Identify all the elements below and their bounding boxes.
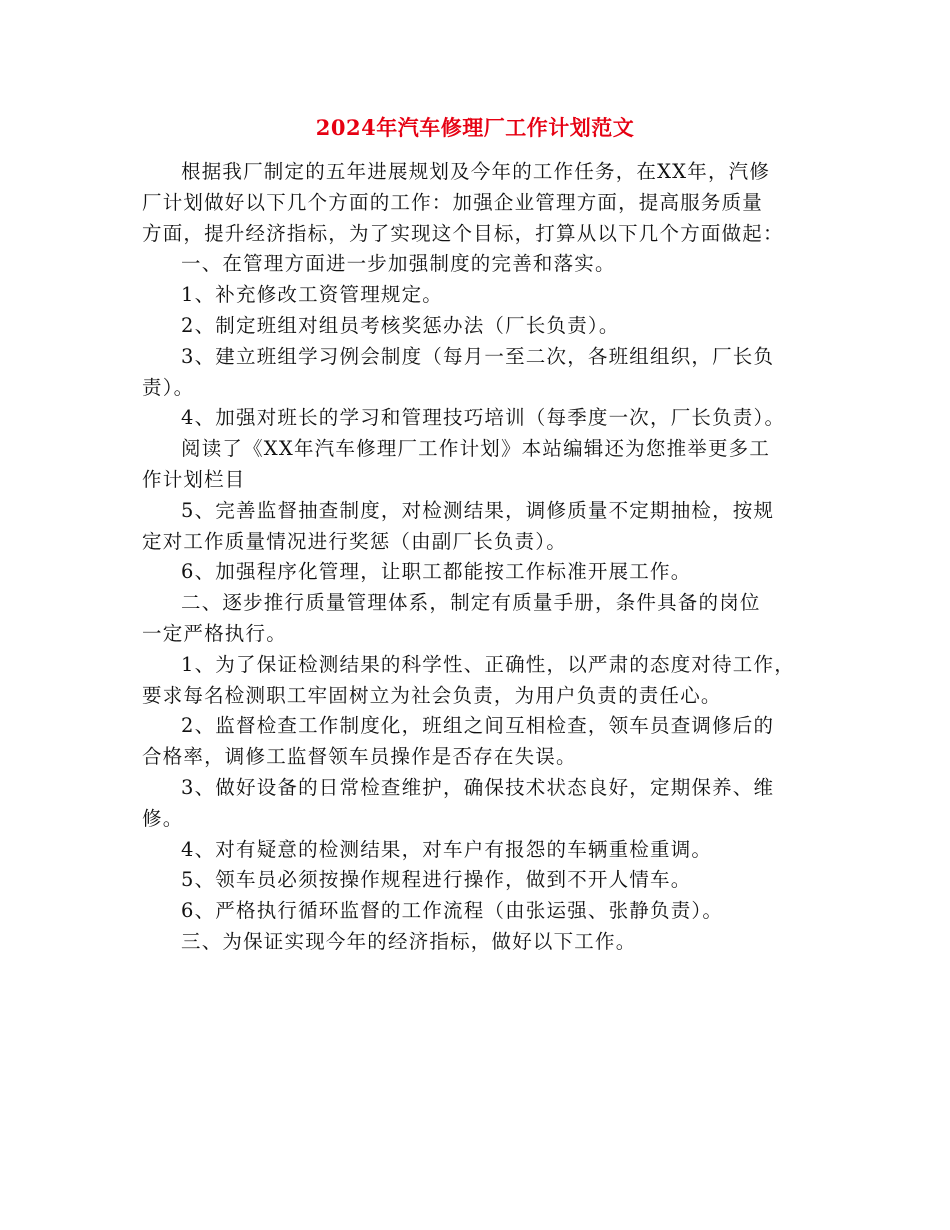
paragraph-intro: 根据我厂制定的五年进展规划及今年的工作任务，在XX年，汽修 厂计划做好以下几个方面的工作：加强企业管理方面，提高服务质量 方面，提升经济指标，为了实现这个目标，打算从以下几个方面做起： [142,160,784,245]
paragraph-item: 6、加强程序化管理，让职工都能按工作标准开展工作。 [181,560,692,584]
paragraph-item: 1、为了保证检测结果的科学性、正确性，以严肃的态度对待工作， 要求每名检测职工牢固树立为社会负责，为用户负责的责任心。 [142,652,795,707]
paragraph-section-2-heading: 二、逐步推行质量管理体系，制定有质量手册，条件具备的岗位 一定严格执行。 [142,591,761,645]
paragraph-section-3-heading: 三、为保证实现今年的经济指标，做好以下工作。 [181,929,637,953]
paragraph-item: 4、对有疑意的检测结果，对车户有报怨的车辆重检重调。 [181,837,713,861]
document-title: 2024年汽车修理厂工作计划范文 [315,115,635,140]
paragraph-item: 2、监督检查工作制度化，班组之间互相检查，领车员查调修后的 合格率，调修工监督领车员操作是否存在失误。 [142,714,775,769]
paragraph-section-1-heading: 一、在管理方面进一步加强制度的完善和落实。 [181,252,616,276]
paragraph-item: 2、制定班组对组员考核奖惩办法（厂长负责）。 [181,313,620,337]
paragraph-item: 1、补充修改工资管理规定。 [181,283,444,307]
paragraph-item: 5、领车员必须按操作规程进行操作，做到不开人情车。 [181,868,692,892]
paragraph-item: 5、完善监督抽查制度，对检测结果，调修质量不定期抽检，按规 定对工作质量情况进行奖惩（由副厂长负责）。 [142,498,775,553]
paragraph-item: 6、严格执行循环监督的工作流程（由张运强、张静负责）。 [181,899,724,923]
paragraph-item: 4、加强对班长的学习和管理技巧培训（每季度一次，厂长负责）。 [181,406,786,430]
paragraph-editor-note: 阅读了《XX年汽车修理厂工作计划》本站编辑还为您推举更多工 作计划栏目 [142,437,771,491]
document-body [142,157,812,958]
paragraph-item: 3、做好设备的日常检查维护，确保技术状态良好，定期保养、维 修。 [142,775,775,830]
paragraph-item: 3、建立班组学习例会制度（每月一至二次，各班组组织，厂长负 责）。 [142,344,775,399]
